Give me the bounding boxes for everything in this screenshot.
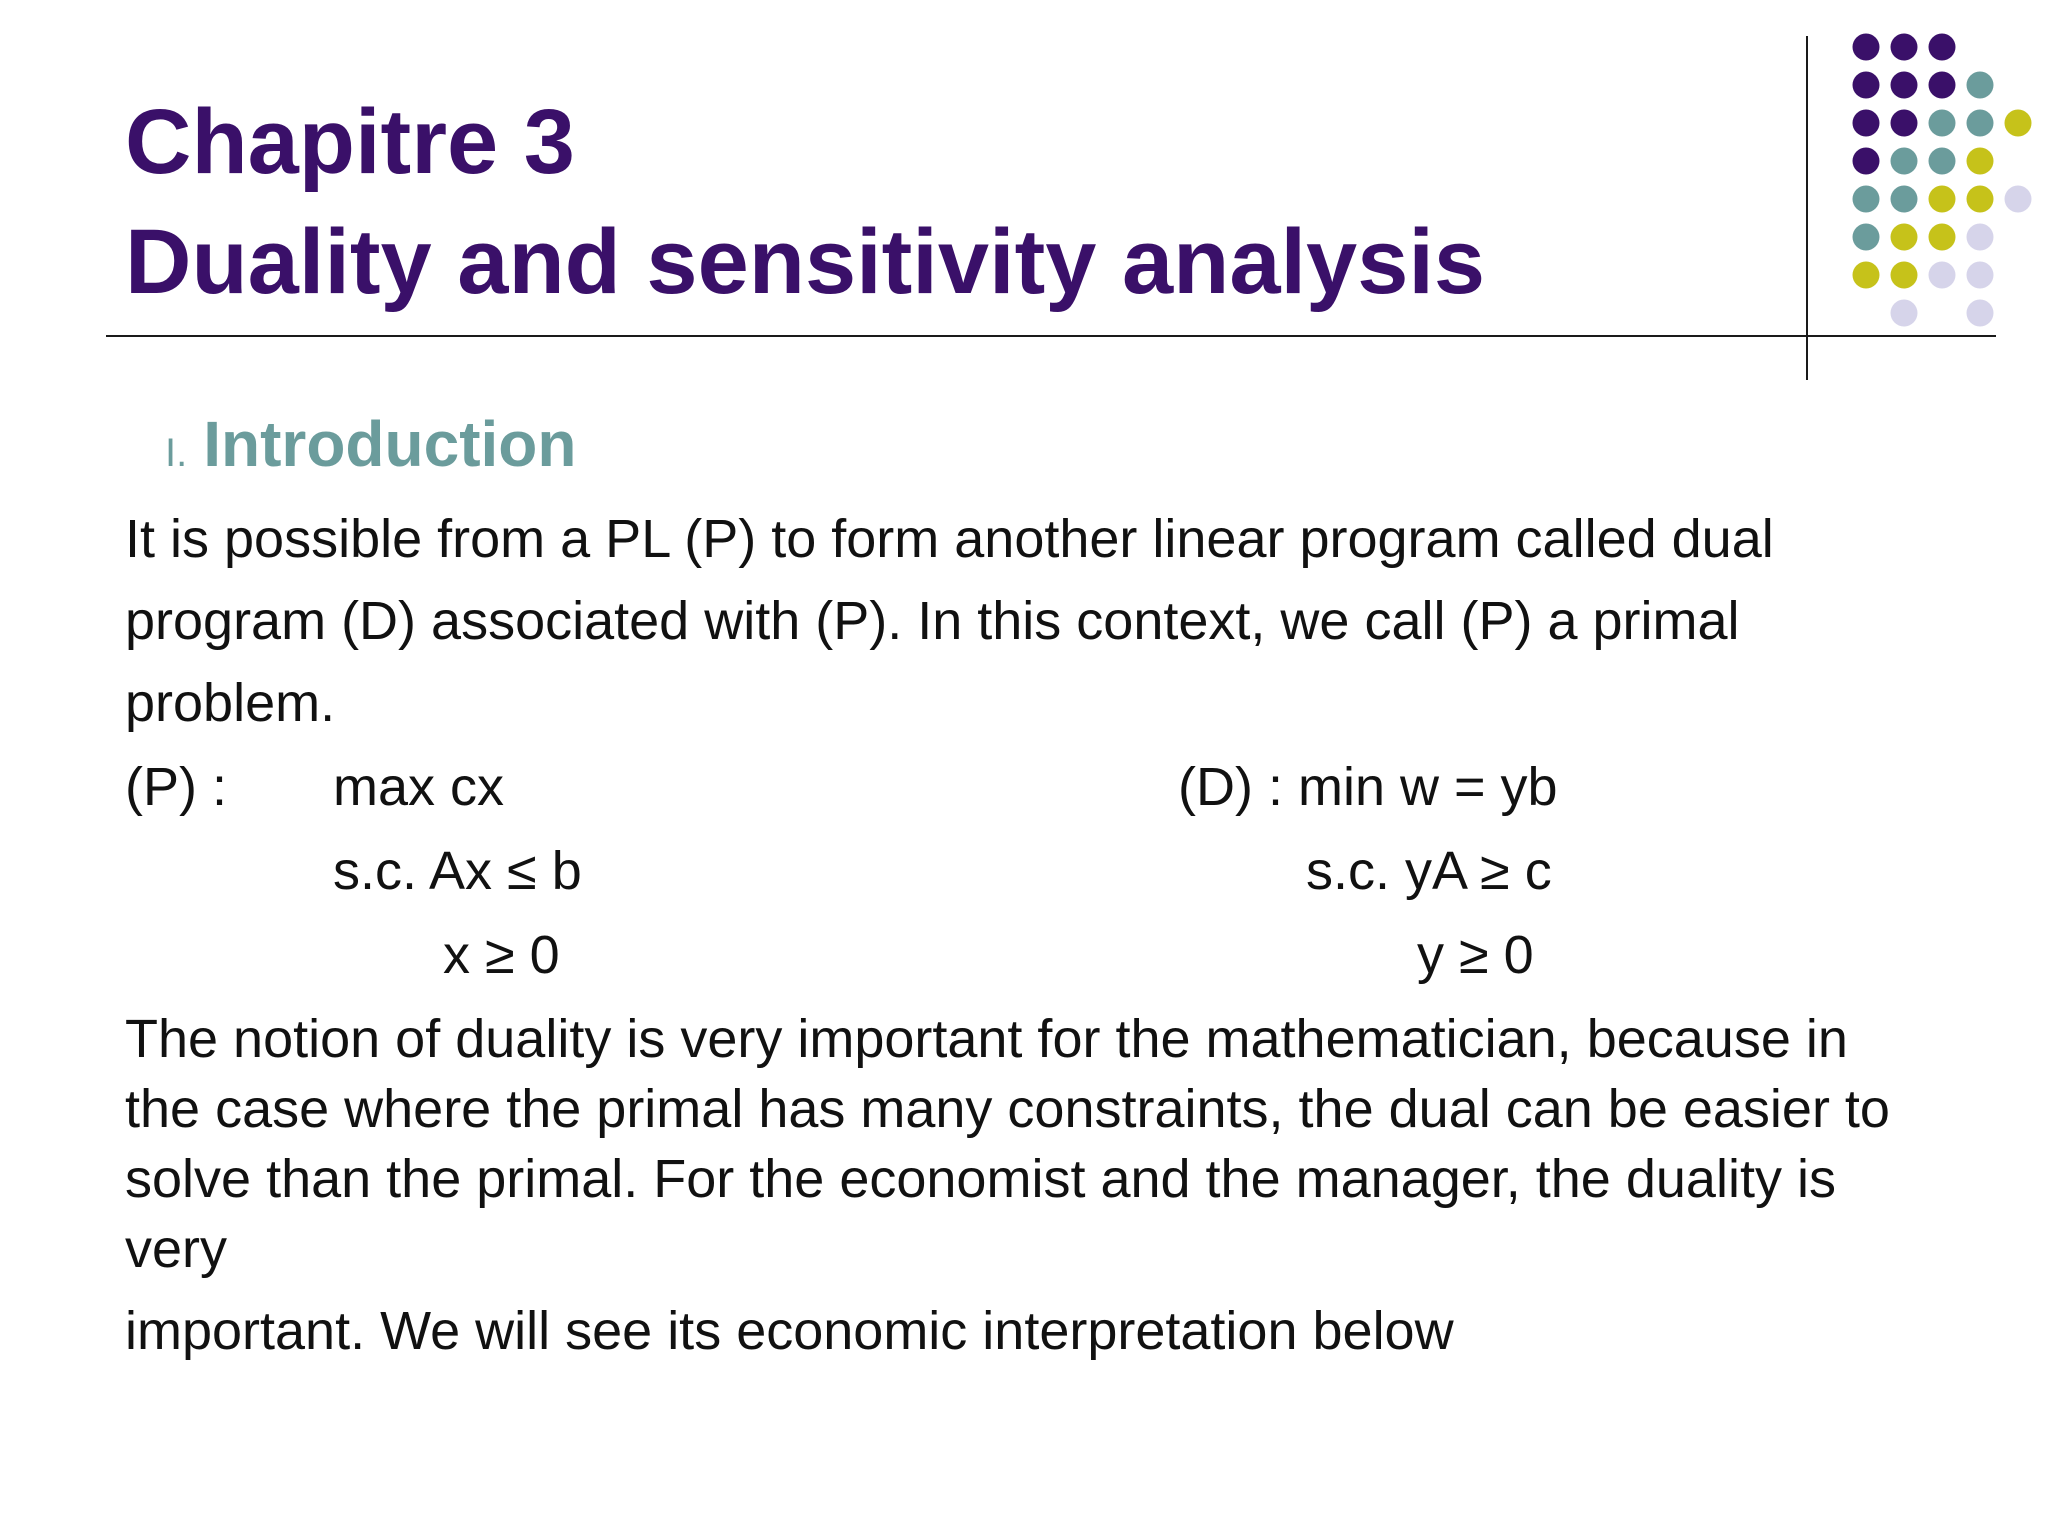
section-heading-text: Introduction — [203, 408, 577, 480]
decorative-dot — [1929, 262, 1956, 289]
primal-constraint: s.c. Ax ≤ b — [333, 841, 582, 901]
decorative-dot — [1891, 224, 1918, 251]
decorative-dot — [1929, 148, 1956, 175]
decorative-dot — [1967, 186, 1994, 213]
section-number: I. — [165, 431, 188, 475]
decorative-dot — [1929, 186, 1956, 213]
decorative-dot — [1967, 110, 1994, 137]
primal-label: (P) : — [125, 757, 227, 817]
decorative-dot — [1891, 300, 1918, 327]
decorative-dot — [2005, 110, 2032, 137]
duality-line-4: very — [125, 1219, 228, 1279]
decorative-dot — [1853, 186, 1880, 213]
decorative-dot — [1853, 34, 1880, 61]
title-line-2: Duality and sensitivity analysis — [125, 211, 1486, 313]
decorative-dot — [1929, 110, 1956, 137]
decorative-dot — [1853, 224, 1880, 251]
decorative-dot — [1967, 72, 1994, 99]
decorative-dot — [1967, 224, 1994, 251]
section-heading — [165, 404, 576, 493]
duality-line-1: The notion of duality is very important for the mathematician, because in — [125, 1009, 1848, 1069]
decorative-dot — [1891, 148, 1918, 175]
decorative-dot — [1891, 110, 1918, 137]
decorative-dot — [1853, 262, 1880, 289]
decorative-dot — [1967, 148, 1994, 175]
decorative-dot — [1853, 148, 1880, 175]
title-line-1: Chapitre 3 — [125, 91, 575, 193]
primal-objective: max cx — [333, 757, 505, 817]
decorative-dot — [1891, 262, 1918, 289]
decorative-dot — [1891, 186, 1918, 213]
decorative-dot — [1853, 110, 1880, 137]
decorative-dot — [1967, 262, 1994, 289]
decorative-dot — [2005, 186, 2032, 213]
dual-sign-constraint: y ≥ 0 — [1417, 925, 1534, 985]
intro-line-1: It is possible from a PL (P) to form another linear program called dual — [125, 509, 1774, 569]
decorative-dot — [1929, 224, 1956, 251]
intro-line-3: problem. — [125, 673, 336, 733]
title-divider-line — [106, 335, 1996, 337]
decorative-dot — [1929, 72, 1956, 99]
closing-line: important. We will see its economic interpretation below — [125, 1301, 1454, 1361]
dual-objective: (D) : min w = yb — [1178, 757, 1558, 817]
decorative-dot — [1891, 72, 1918, 99]
primal-sign-constraint: x ≥ 0 — [443, 925, 560, 985]
decorative-dot — [1967, 300, 1994, 327]
vertical-divider-line — [1806, 36, 1808, 380]
decorative-dot — [1929, 34, 1956, 61]
dual-constraint: s.c. yA ≥ c — [1306, 841, 1552, 901]
decorative-dot — [1853, 72, 1880, 99]
intro-line-2: program (D) associated with (P). In this context, we call (P) a primal — [125, 591, 1740, 651]
slide-title — [125, 82, 1485, 322]
duality-line-2: the case where the primal has many constraints, the dual can be easier to — [125, 1079, 1890, 1139]
duality-line-3: solve than the primal. For the economist and the manager, the duality is — [125, 1149, 1836, 1209]
decorative-dot — [1891, 34, 1918, 61]
